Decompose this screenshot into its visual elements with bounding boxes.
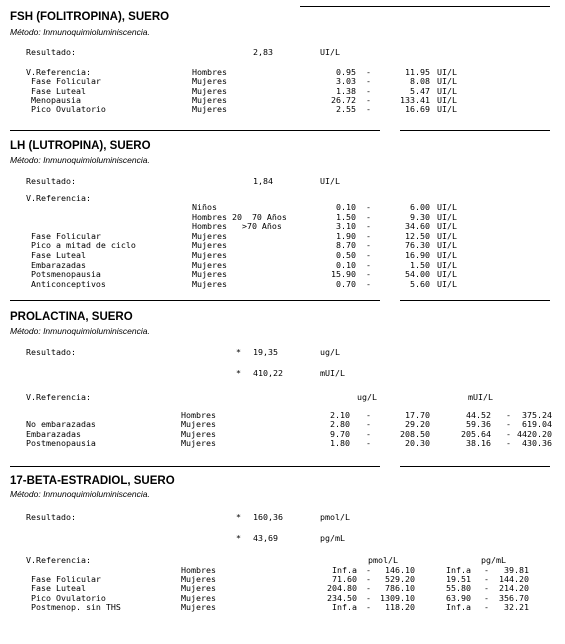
ref-row-low: 204.80 [327, 583, 357, 594]
ref-row-high: 4420.20 [517, 428, 552, 439]
fsh-method: Método: Inmunoquimioluminiscencia. [10, 27, 150, 37]
ref-row-group: Mujeres [192, 250, 227, 260]
prl-method: Método: Inmunoquimioluminiscencia. [10, 326, 150, 336]
ref-row-name: Anticonceptivos [31, 278, 106, 289]
fsh-result-label: Resultado: [26, 47, 76, 57]
lh-title: LH (LUTROPINA), SUERO [10, 140, 151, 152]
lh-ref-label: V.Referencia: [26, 193, 91, 203]
fsh-result-unit: UI/L [320, 47, 340, 57]
ref-row-high: 29.20 [405, 419, 430, 430]
ref-row-name: Fase Luteal [31, 250, 86, 260]
ref-row-dash: - [366, 574, 371, 585]
ref-row-low: 2.55 [336, 104, 356, 115]
ref-row-high: 1309.10 [380, 592, 415, 603]
prl-result-label: Resultado: [26, 347, 76, 357]
ref-row-high: 16.69 [405, 104, 430, 115]
ref-row-dash: - [366, 202, 371, 212]
ref-row-dash: - [366, 104, 371, 115]
ref-row-dash: - [366, 259, 371, 270]
ref-row-low: 55.80 [446, 583, 471, 594]
ref-row-name: Postmenop. sin THS [31, 601, 121, 612]
lh-result-value: 1,84 [253, 176, 273, 186]
section-divider [400, 300, 550, 301]
ref-row-dash: - [484, 583, 489, 594]
ref-row-dash: - [366, 565, 371, 575]
ref-row-unit: UI/L [437, 76, 457, 87]
ref-row-unit: UI/L [437, 202, 457, 212]
ref-row-high: 16.90 [405, 250, 430, 260]
ref-row-low: 0.10 [336, 259, 356, 270]
ref-row-high: 5.60 [410, 278, 430, 289]
ref-row-high: 6.00 [410, 202, 430, 212]
lh-result-label: Resultado: [26, 176, 76, 186]
ref-row-low: 8.70 [336, 240, 356, 251]
ref-row-high: 430.36 [522, 437, 552, 448]
ref-row-group: Mujeres [192, 278, 227, 289]
section-divider [400, 466, 550, 467]
ref-row-name: Pico Ovulatorio [31, 592, 106, 603]
ref-row-low: 2.10 [330, 410, 350, 420]
ref-row-dash: - [366, 94, 371, 105]
ref-row-unit: UI/L [437, 230, 457, 241]
ref-row-group: Hombres 20 70 Años [192, 211, 287, 222]
ref-row-group: Hombres >70 Años [192, 221, 282, 232]
lh-method: Método: Inmunoquimioluminiscencia. [10, 155, 150, 165]
ref-row-low: 1.50 [336, 211, 356, 222]
ref-row-group: Mujeres [192, 104, 227, 115]
ref-row-name: Pico Ovulatorio [31, 104, 106, 115]
ref-row-dash: - [366, 592, 371, 603]
ref-row-dash: - [366, 437, 371, 448]
ref-row-dash: - [366, 230, 371, 241]
ref-row-dash: - [366, 76, 371, 87]
ref-row-name: Fase Luteal [31, 583, 86, 594]
section-divider [10, 300, 380, 301]
ref-row-high: 8.08 [410, 76, 430, 87]
ref-row-unit: UI/L [437, 104, 457, 115]
ref-row-group: Hombres [181, 410, 216, 420]
ref-row-high: 1.50 [410, 259, 430, 270]
ref-row-dash: - [506, 428, 511, 439]
ref-row-low: Inf.a [332, 565, 357, 575]
ref-row-unit: UI/L [437, 85, 457, 96]
ref-row-high: 144.20 [499, 574, 529, 585]
prl-unit-header: mUI/L [468, 392, 493, 402]
ref-row-dash: - [366, 85, 371, 96]
ref-row-name: Postmenopausia [26, 437, 96, 448]
ref-row-dash: - [506, 419, 511, 430]
ref-row-high: 39.81 [504, 565, 529, 575]
ref-row-low: 205.64 [461, 428, 491, 439]
ref-row-low: Inf.a [446, 565, 471, 575]
section-divider [10, 466, 380, 467]
e2-result-flag: * [236, 533, 241, 543]
ref-row-low: Inf.a [332, 601, 357, 612]
prl-title: PROLACTINA, SUERO [10, 311, 133, 323]
ref-row-dash: - [366, 221, 371, 232]
e2-unit-header: pg/mL [481, 555, 506, 565]
ref-row-dash: - [366, 250, 371, 260]
ref-row-name: Pico a mitad de ciclo [31, 240, 136, 251]
ref-row-high: 76.30 [405, 240, 430, 251]
ref-row-dash: - [366, 240, 371, 251]
ref-row-high: 619.04 [522, 419, 552, 430]
ref-row-group: Mujeres [181, 601, 216, 612]
ref-row-group: Mujeres [181, 583, 216, 594]
ref-row-high: 214.20 [499, 583, 529, 594]
ref-row-high: 54.00 [405, 269, 430, 280]
ref-row-low: 59.36 [466, 419, 491, 430]
ref-row-unit: UI/L [437, 269, 457, 280]
ref-row-dash: - [366, 601, 371, 612]
fsh-result-value: 2,83 [253, 47, 273, 57]
ref-row-dash: - [484, 565, 489, 575]
ref-row-low: 9.70 [330, 428, 350, 439]
ref-row-group: Mujeres [192, 259, 227, 270]
e2-result-unit: pmol/L [320, 512, 350, 522]
ref-row-low: 38.16 [466, 437, 491, 448]
prl-result-flag: * [236, 347, 241, 357]
fsh-title: FSH (FOLITROPINA), SUERO [10, 11, 170, 23]
ref-row-group: Mujeres [192, 230, 227, 241]
ref-row-dash: - [366, 211, 371, 222]
ref-row-low: 0.50 [336, 250, 356, 260]
ref-row-low: 26.72 [331, 94, 356, 105]
ref-row-dash: - [506, 410, 511, 420]
e2-result-unit: pg/mL [320, 533, 345, 543]
prl-result-value: 410,22 [253, 368, 283, 378]
ref-row-high: 375.24 [522, 410, 552, 420]
ref-row-name: Fase Folicular [31, 76, 101, 87]
ref-row-low: 1.38 [336, 85, 356, 96]
ref-row-group: Niños [192, 202, 217, 212]
ref-row-unit: UI/L [437, 67, 457, 77]
ref-row-group: Mujeres [192, 94, 227, 105]
ref-row-high: 118.20 [385, 601, 415, 612]
ref-row-high: 11.95 [405, 67, 430, 77]
prl-result-unit: mUI/L [320, 368, 345, 378]
prl-result-value: 19,35 [253, 347, 278, 357]
e2-method: Método: Inmunoquimioluminiscencia. [10, 489, 150, 499]
ref-row-high: 12.50 [405, 230, 430, 241]
ref-row-low: 1.90 [336, 230, 356, 241]
ref-row-group: Mujeres [192, 269, 227, 280]
ref-row-unit: UI/L [437, 94, 457, 105]
ref-row-high: 32.21 [504, 601, 529, 612]
ref-row-name: Potsmenopausia [31, 269, 101, 280]
ref-row-high: 529.20 [385, 574, 415, 585]
ref-row-dash: - [506, 437, 511, 448]
ref-row-name: Fase Folicular [31, 230, 101, 241]
ref-row-low: 71.60 [332, 574, 357, 585]
ref-row-high: 20.30 [405, 437, 430, 448]
ref-row-low: 3.03 [336, 76, 356, 87]
top-divider [300, 6, 550, 7]
prl-result-unit: ug/L [320, 347, 340, 357]
section-divider [400, 130, 550, 131]
ref-row-dash: - [484, 574, 489, 585]
ref-row-name: Embarazadas [26, 428, 81, 439]
ref-row-unit: UI/L [437, 259, 457, 270]
ref-row-dash: - [366, 583, 371, 594]
ref-row-dash: - [484, 592, 489, 603]
ref-row-dash: - [366, 410, 371, 420]
ref-row-unit: UI/L [437, 278, 457, 289]
ref-row-group: Hombres [181, 565, 216, 575]
ref-row-low: 0.10 [336, 202, 356, 212]
ref-row-group: Hombres [192, 67, 227, 77]
ref-row-high: 208.50 [400, 428, 430, 439]
ref-row-name: Fase Luteal [31, 85, 86, 96]
ref-row-unit: UI/L [437, 240, 457, 251]
ref-row-low: 15.90 [331, 269, 356, 280]
e2-result-value: 160,36 [253, 512, 283, 522]
ref-row-low: 44.52 [466, 410, 491, 420]
ref-row-high: 786.10 [385, 583, 415, 594]
ref-row-low: 2.80 [330, 419, 350, 430]
e2-ref-label: V.Referencia: [26, 555, 91, 565]
ref-row-high: 9.30 [410, 211, 430, 222]
ref-row-unit: UI/L [437, 250, 457, 260]
ref-row-name: Menopausia [31, 94, 81, 105]
ref-row-dash: - [484, 601, 489, 612]
lh-result-unit: UI/L [320, 176, 340, 186]
ref-row-group: Mujeres [181, 428, 216, 439]
e2-result-label: Resultado: [26, 512, 76, 522]
ref-row-high: 34.60 [405, 221, 430, 232]
ref-row-dash: - [366, 269, 371, 280]
ref-row-low: 63.90 [446, 592, 471, 603]
ref-row-dash: - [366, 428, 371, 439]
ref-row-group: Mujeres [192, 76, 227, 87]
prl-result-flag: * [236, 368, 241, 378]
ref-row-high: 356.70 [499, 592, 529, 603]
prl-ref-label: V.Referencia: [26, 392, 91, 402]
ref-row-group: Mujeres [192, 240, 227, 251]
fsh-ref-label: V.Referencia: [26, 67, 91, 77]
ref-row-group: Mujeres [181, 419, 216, 430]
ref-row-name: Fase Folicular [31, 574, 101, 585]
ref-row-dash: - [366, 419, 371, 430]
ref-row-group: Mujeres [181, 574, 216, 585]
ref-row-dash: - [366, 67, 371, 77]
ref-row-high: 133.41 [400, 94, 430, 105]
ref-row-name: Embarazadas [31, 259, 86, 270]
e2-unit-header: pmol/L [368, 555, 398, 565]
ref-row-group: Mujeres [181, 592, 216, 603]
section-divider [10, 130, 380, 131]
ref-row-group: Mujeres [181, 437, 216, 448]
ref-row-low: 234.50 [327, 592, 357, 603]
ref-row-dash: - [366, 278, 371, 289]
ref-row-high: 17.70 [405, 410, 430, 420]
ref-row-high: 146.10 [385, 565, 415, 575]
e2-result-value: 43,69 [253, 533, 278, 543]
ref-row-low: 0.95 [336, 67, 356, 77]
ref-row-low: 19.51 [446, 574, 471, 585]
ref-row-low: 0.70 [336, 278, 356, 289]
ref-row-low: 1.80 [330, 437, 350, 448]
ref-row-low: Inf.a [446, 601, 471, 612]
ref-row-name: No embarazadas [26, 419, 96, 430]
prl-unit-header: ug/L [357, 392, 377, 402]
ref-row-unit: UI/L [437, 221, 457, 232]
e2-title: 17-BETA-ESTRADIOL, SUERO [10, 475, 175, 487]
e2-result-flag: * [236, 512, 241, 522]
ref-row-high: 5.47 [410, 85, 430, 96]
ref-row-unit: UI/L [437, 211, 457, 222]
ref-row-low: 3.10 [336, 221, 356, 232]
ref-row-group: Mujeres [192, 85, 227, 96]
